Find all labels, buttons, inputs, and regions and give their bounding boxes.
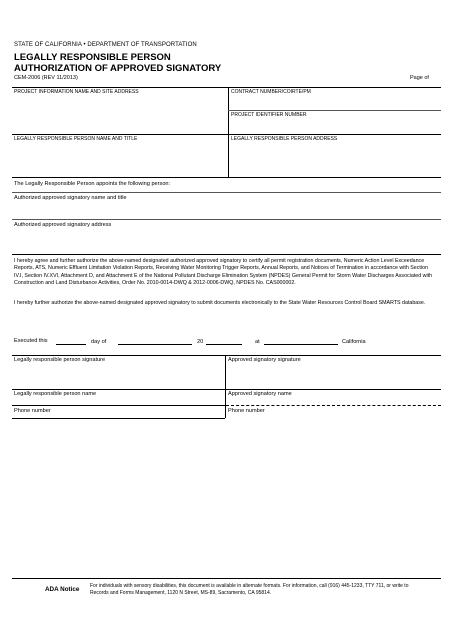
lrp-phone-label: Phone number: [14, 408, 51, 414]
project-info-label: PROJECT INFORMATION NAME AND SITE ADDRESS: [14, 89, 139, 95]
signatory-name-title-field[interactable]: [14, 203, 439, 217]
lrp-name-label: Legally responsible person name: [14, 391, 97, 397]
lrp-name-title-field[interactable]: [14, 143, 226, 175]
day-of-label: day of: [91, 339, 107, 345]
signature-row-divider: [12, 389, 441, 390]
agreement-paragraph-1: I hereby agree and further authorize the above-named designated authorized approved signatory to certify all permit registration documents, Numeric Action Level Exceedance Reports, ATS, Numeric Effluent Limitation Violation Reports, Receiving Water Monitoring Trigger Reports, Annual Reports, and Notices of Termination in accordance with Section IV.I, Section IV.XVI, Attachment D, and Attachment E of the National Pollutant Discharge Elimination System (NPDES) General Permit for Storm Water Discharges Associated with Construction and Land Disturbance Activities, Order No. 2010-0014-DWQ & 2012-0006-DWQ, NPDES No. CAS000002.: [14, 258, 433, 286]
lrp-name-title-label: LEGALLY RESPONSIBLE PERSON NAME AND TITLE: [14, 136, 138, 142]
approved-name-field[interactable]: [228, 398, 439, 404]
lrp-signature-label: Legally responsible person signature: [14, 357, 106, 363]
ada-notice-title: ADA Notice: [45, 586, 80, 593]
lrp-signature-field[interactable]: [14, 364, 223, 387]
year-prefix-label: 20: [197, 339, 204, 345]
form-number: CEM-2006 (REV 11/2013): [14, 75, 78, 81]
approved-name-label: Approved signatory name: [228, 391, 292, 397]
form-title-line2: AUTHORIZATION OF APPROVED SIGNATORY: [14, 63, 222, 74]
ada-top-border: [12, 578, 441, 579]
executed-year-blank[interactable]: [206, 344, 242, 345]
name-row-divider: [12, 405, 226, 406]
page-of-label: Page of: [410, 75, 429, 81]
approved-phone-label: Phone number: [228, 408, 265, 414]
project-identifier-label: PROJECT IDENTIFIER NUMBER: [231, 112, 307, 118]
contract-number-field[interactable]: [231, 96, 439, 108]
signatory-name-title-label: Authorized approved signatory name and title: [14, 195, 127, 201]
phone-row-bottom-border: [12, 418, 225, 419]
agreement-top-border: [12, 254, 441, 255]
executed-city-blank[interactable]: [264, 344, 338, 345]
signatory-divider: [12, 219, 441, 220]
appoint-intro: The Legally Responsible Person appoints the following person:: [14, 181, 171, 187]
form-title-line1: LEGALLY RESPONSIBLE PERSON: [14, 52, 171, 63]
project-identifier-field[interactable]: [231, 119, 439, 131]
approved-signature-field[interactable]: [228, 364, 439, 387]
signature-block-divider: [225, 355, 226, 418]
signature-block-top-border: [12, 355, 441, 356]
approved-signature-label: Approved signatory signature: [228, 357, 301, 363]
signatory-address-label: Authorized approved signatory address: [14, 222, 112, 228]
state-label: California: [342, 339, 366, 345]
signatory-address-field[interactable]: [14, 230, 439, 252]
top-box-divider: [228, 87, 229, 177]
lrp-address-label: LEGALLY RESPONSIBLE PERSON ADDRESS: [231, 136, 338, 142]
lrp-name-field[interactable]: [14, 398, 223, 404]
at-label: at: [255, 339, 260, 345]
top-box-top-border: [12, 87, 441, 88]
approved-name-dashed-line: [226, 405, 441, 406]
project-info-field[interactable]: [14, 96, 226, 132]
row-divider: [12, 134, 441, 135]
top-box-bottom-border: [12, 177, 441, 178]
agency-name: STATE OF CALIFORNIA • DEPARTMENT OF TRANSPORTATION: [14, 42, 197, 48]
agreement-paragraph-2: I hereby further authorize the above-named designated approved signatory to submit documents electronically to the State Water Resources Control Board SMARTS database.: [14, 300, 426, 306]
executed-this-label: Executed this: [14, 338, 48, 344]
appoint-divider: [12, 192, 441, 193]
contract-divider: [228, 110, 441, 111]
executed-day-blank[interactable]: [56, 344, 86, 345]
ada-notice-text: For individuals with sensory disabilities, this document is available in alternate formats. For information, call (916) 445-1233, TTY 711, or write to Records and Forms Management, 1120 N Street, MS-89, Sacramento, CA 95814.: [90, 583, 409, 596]
executed-month-blank[interactable]: [118, 344, 192, 345]
lrp-address-field[interactable]: [231, 143, 439, 175]
contract-number-label: CONTRACT NUMBER/COIRTE/PM: [231, 89, 311, 95]
